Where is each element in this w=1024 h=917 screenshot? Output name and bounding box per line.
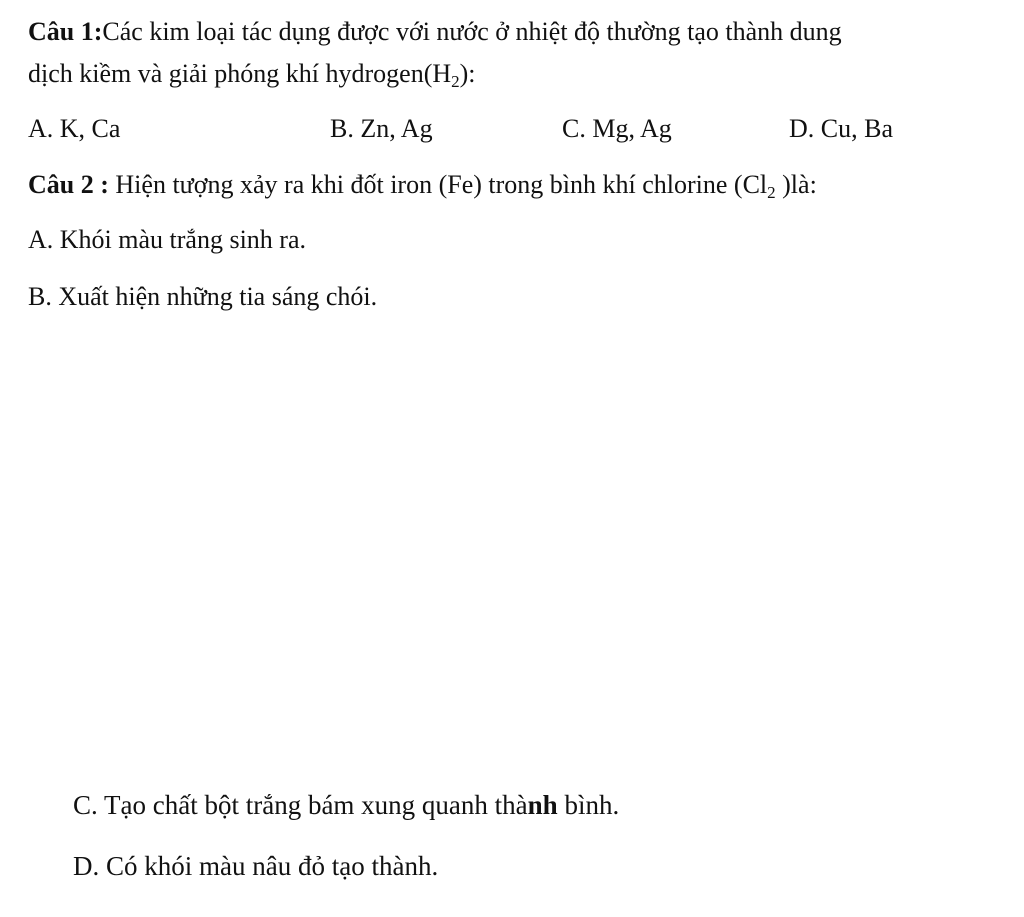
question-1-option-b: B. Zn, Ag	[330, 114, 433, 143]
question-2-option-c-end: bình.	[557, 790, 620, 820]
hydrogen-subscript: 2	[451, 72, 460, 91]
question-2-option-d: D. Có khói màu nâu đỏ tạo thành.	[73, 851, 439, 881]
question-2-option-b: B. Xuất hiện những tia sáng chói.	[28, 282, 378, 311]
question-1-line-2	[28, 58, 476, 90]
question-1-option-d: D. Cu, Ba	[789, 114, 893, 143]
question-2-text-end: )là:	[775, 170, 817, 199]
question-2-label: Câu 2 :	[28, 170, 116, 199]
question-1-option-c: C. Mg, Ag	[562, 114, 672, 143]
question-1-option-a: A. K, Ca	[28, 114, 121, 143]
question-2-option-c	[73, 789, 619, 821]
question-1-label: Câu 1:	[28, 17, 103, 46]
question-2-text: Hiện tượng xảy ra khi đốt iron (Fe) trong bình khí chlorine (Cl	[115, 170, 768, 199]
question-1-text-line-2-end: ):	[459, 59, 476, 88]
question-2-option-c-bold: nh	[527, 790, 558, 820]
question-2-option-c-text: C. Tạo chất bột trắng bám xung quanh thà	[73, 790, 528, 820]
question-1-line-1	[28, 16, 842, 48]
question-2-line	[28, 169, 817, 201]
question-2-option-a: A. Khói màu trắng sinh ra.	[28, 225, 307, 254]
question-1-text-line-1: Các kim loại tác dụng được với nước ở nhiệt độ thường tạo thành dung	[102, 17, 842, 46]
question-1-text-line-2: dịch kiềm và giải phóng khí hydrogen(H	[28, 59, 452, 88]
chlorine-subscript: 2	[767, 183, 776, 202]
